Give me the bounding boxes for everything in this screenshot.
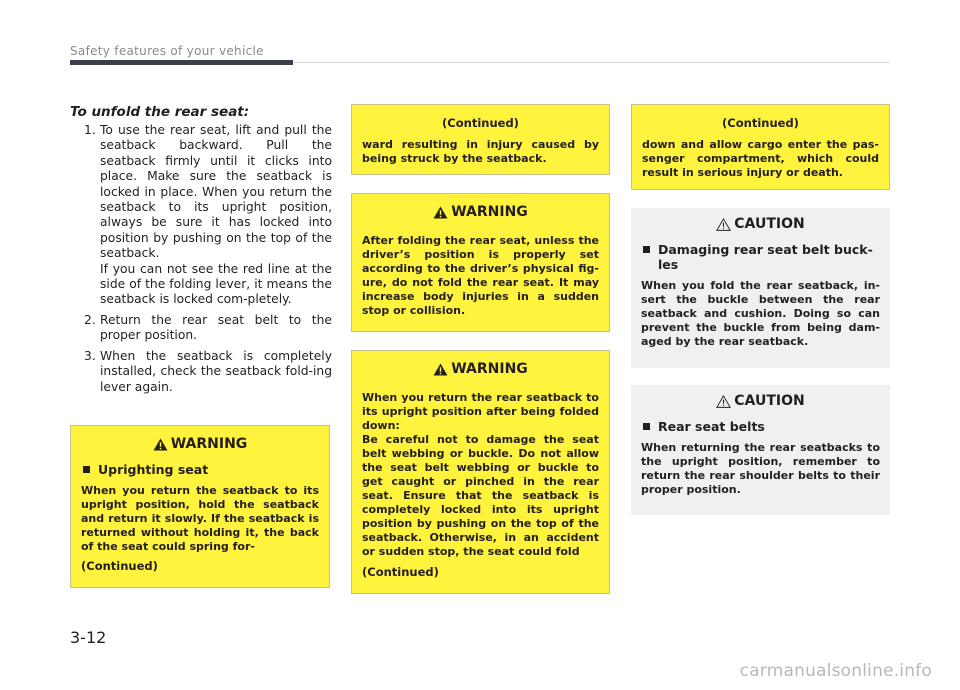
- caution-body: When returning the rear seatbacks to the upright position, remember to return the rear shoulder belts to their proper position.: [641, 441, 880, 496]
- unfold-heading: To unfold the rear seat:: [70, 104, 250, 120]
- caution-box-rear-belts: [631, 385, 890, 515]
- warning-box-folding: [351, 193, 610, 332]
- warning-title: WARNING: [451, 361, 528, 377]
- continued-label: (Continued): [722, 116, 799, 130]
- step-item: [70, 349, 332, 395]
- step-number: 3.: [84, 348, 96, 363]
- warning-box-uprighting: [70, 425, 330, 588]
- steps-list: [70, 123, 332, 395]
- step-text: When the seatback is completely installed, check the seatback fold-ing lever again.: [100, 348, 332, 394]
- continued-box-col2: [351, 104, 610, 175]
- header-rule: [293, 62, 890, 63]
- continued-box-col3: [631, 104, 890, 190]
- page-number: 3-12: [70, 628, 107, 647]
- continued-label: (Continued): [81, 559, 158, 573]
- section-header: Safety features of your vehicle: [70, 44, 264, 58]
- square-bullet-icon: [643, 246, 650, 253]
- continued-body: down and allow cargo enter the pas-senger compartment, which could result in serious injury or death.: [642, 138, 879, 179]
- caution-title-row: [641, 393, 880, 409]
- warning-triangle-icon: [433, 363, 448, 376]
- warning-body: After folding the rear seat, unless the driver’s position is properly set according to the driver’s physical fig-ure, do not fold the rear seat. It may increase body injuries in a sudden stop or collision.: [362, 234, 599, 317]
- warning-body-intro: When you return the rear seatback to its upright position after being folded down:: [362, 391, 599, 432]
- caution-triangle-icon: [716, 395, 731, 408]
- square-bullet-icon: [643, 423, 650, 430]
- warning-body: Be careful not to damage the seat belt webbing or buckle. Do not allow the seat belt webbing or buckle to get caught or pinched in the rear seat. Ensure that the seatback is completely locked into its upright position by pushing on the top of the seatback. Otherwise, in an accident or sudden stop, the seat could fold: [362, 433, 599, 558]
- warning-subtitle-text: Uprighting seat: [98, 462, 209, 477]
- caution-title: CAUTION: [734, 216, 805, 232]
- caution-title: CAUTION: [734, 393, 805, 409]
- caution-subtitle: [641, 419, 880, 434]
- step-number: 1.: [84, 123, 96, 137]
- warning-triangle-icon: [153, 438, 168, 451]
- continued-label: (Continued): [442, 116, 519, 130]
- warning-title: WARNING: [451, 204, 528, 220]
- warning-title: WARNING: [170, 436, 248, 452]
- caution-triangle-icon: [716, 218, 731, 231]
- caution-subtitle-text: Damaging rear seat belt buck-les: [658, 242, 873, 272]
- caution-body: When you fold the rear seatback, in-sert the buckle between the rear seatback and cushion. Doing so can prevent the buckle from being dam-aged by the rear seatback.: [641, 279, 880, 348]
- continued-label: (Continued): [362, 565, 439, 579]
- continued-body: ward resulting in injury caused by being struck by the seatback.: [362, 138, 599, 165]
- warning-body: When you return the seatback to its upright position, hold the seatback and return it slowly. If the seatback is returned without holding it, the back of the seat could spring for-: [81, 484, 319, 553]
- warning-title-row: [81, 436, 319, 452]
- warning-triangle-icon: [433, 206, 448, 219]
- square-bullet-icon: [83, 466, 90, 473]
- step-item: [70, 313, 332, 344]
- warning-box-return-seatback: [351, 350, 610, 594]
- caution-subtitle: [641, 242, 880, 272]
- caution-title-row: [641, 216, 880, 232]
- caution-box-buckles: [631, 208, 890, 368]
- step-item: [70, 123, 332, 308]
- step-text: To use the rear seat, lift and pull the seatback backward. Pull the seatback firmly until it clicks into place. Make sure the seatback is locked in place. When you return the seatback to its upright position, always be sure it has locked into position by pushing on the top of the seatback.: [100, 123, 332, 261]
- step-text: Return the rear seat belt to the proper position.: [100, 312, 332, 343]
- step-number: 2.: [84, 312, 96, 327]
- warning-title-row: [362, 361, 599, 377]
- step-text-note: If you can not see the red line at the side of the folding lever, it means the seatback is locked com-pletely.: [100, 261, 332, 307]
- watermark: carmanualsonline.info: [739, 661, 932, 681]
- warning-title-row: [362, 204, 599, 220]
- warning-subtitle: [81, 462, 319, 477]
- header-bar: [70, 60, 293, 65]
- instructions-column: [70, 104, 332, 400]
- caution-subtitle-text: Rear seat belts: [658, 419, 765, 434]
